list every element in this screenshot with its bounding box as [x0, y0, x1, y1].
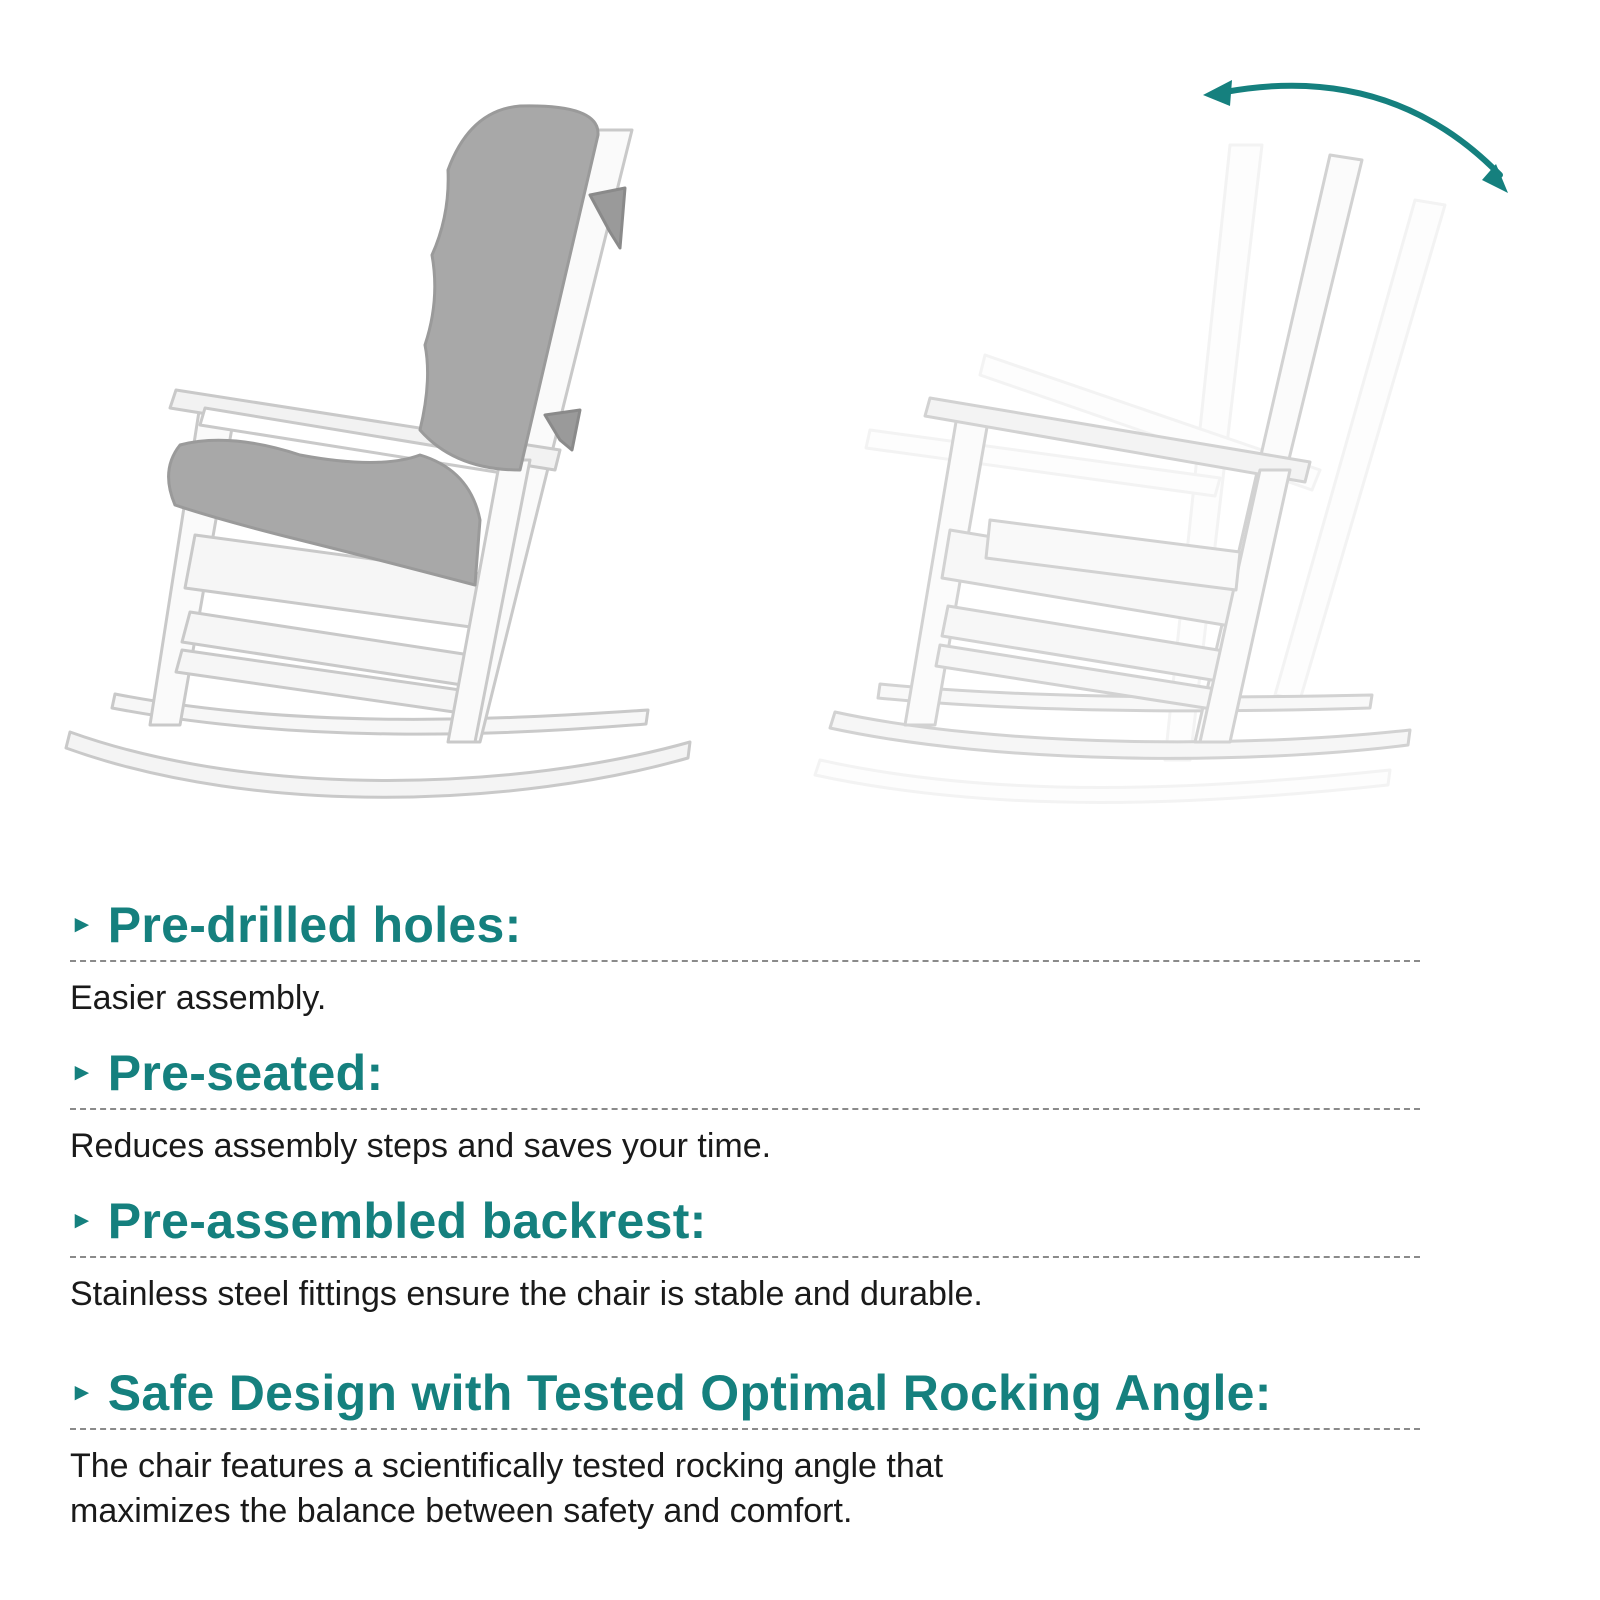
triangle-right-icon: ► [70, 911, 94, 938]
feature-pre-seated [70, 1045, 1420, 1169]
triangle-right-icon: ► [70, 1379, 94, 1406]
feature-safe-design [70, 1365, 1420, 1534]
feature-title: Pre-seated: [107, 1045, 384, 1101]
feature-heading [70, 1365, 1420, 1421]
feature-heading [70, 897, 1420, 953]
dashed-divider [70, 1256, 1420, 1258]
feature-heading [70, 1193, 1420, 1249]
triangle-right-icon: ► [70, 1059, 94, 1086]
rocking-chair-motion [815, 80, 1508, 803]
rocking-chair-with-cushion [66, 106, 690, 797]
dashed-divider [70, 1108, 1420, 1110]
feature-pre-drilled-holes [70, 897, 1420, 1021]
feature-title: Pre-drilled holes: [107, 897, 522, 953]
feature-title: Pre-assembled backrest: [107, 1193, 707, 1249]
description-line: The chair features a scientifically tested rocking angle that [70, 1447, 944, 1485]
feature-title: Safe Design with Tested Optimal Rocking Angle: [107, 1365, 1272, 1421]
dashed-divider [70, 1428, 1420, 1430]
description-line: Reduces assembly steps and saves your time. [70, 1127, 772, 1165]
feature-description [70, 1272, 1420, 1317]
description-line: maximizes the balance between safety and comfort. [70, 1491, 853, 1530]
feature-description [70, 1444, 1420, 1534]
feature-heading [70, 1045, 1420, 1101]
feature-pre-assembled-backrest [70, 1193, 1420, 1317]
feature-description [70, 1124, 1420, 1169]
description-line: Stainless steel fittings ensure the chair is stable and durable. [70, 1275, 983, 1313]
description-line: Easier assembly. [70, 979, 327, 1017]
dashed-divider [70, 960, 1420, 962]
triangle-right-icon: ► [70, 1207, 94, 1234]
feature-description [70, 976, 1420, 1021]
